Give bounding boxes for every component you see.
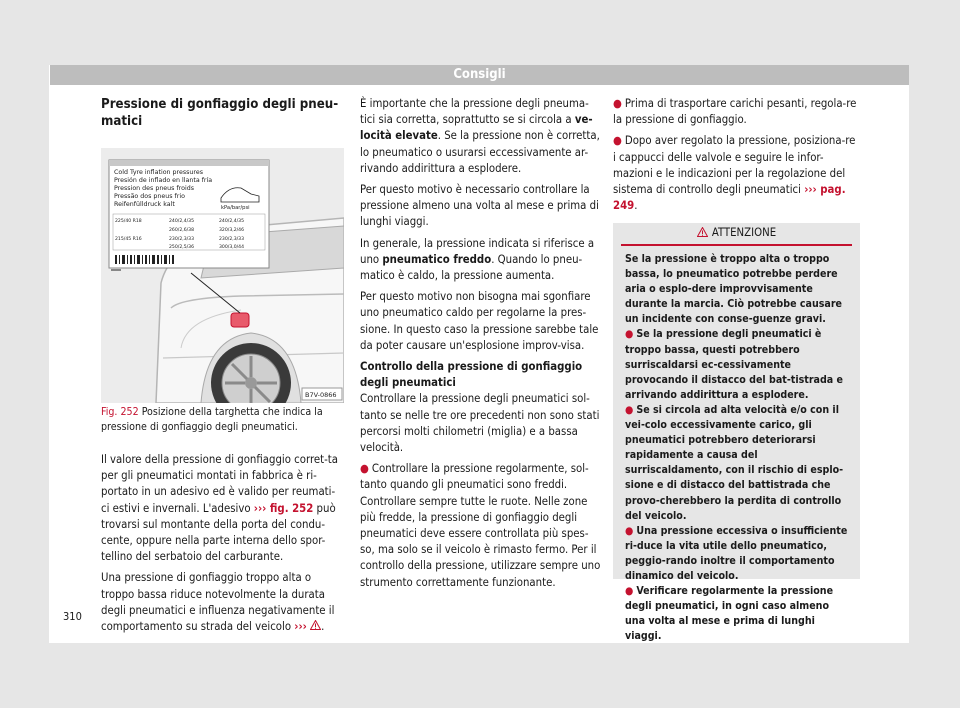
- warning-body: [613, 246, 860, 644]
- warning-item: [625, 327, 850, 402]
- figure-caption: [101, 405, 343, 434]
- label-unit: kPa/bar/psi: [221, 205, 250, 211]
- subheading: Controllo della pressione di gonfiaggio degli pneumatici: [360, 360, 583, 390]
- paragraph: Controllare la pressione degli pneumatici sol-tanto se nelle tre ore precedenti non sono stati percorsi molti chilometri (miglia) e a bassa velocità.: [360, 392, 600, 455]
- text: Dopo aver regolato la pressione, posiziona-re i cappucci delle valvole e seguire le infor-mazioni e le indicazioni per la regolazione del sistema di controllo degli pneumatici: [613, 134, 856, 197]
- warning-box: [613, 223, 860, 643]
- figure-code: B7V-0866: [305, 391, 337, 399]
- text: può trovarsi sul montante della porta del condu-cente, oppure nella parte interna dello spor-tellino del serbatoio del carburante.: [101, 501, 336, 564]
- label-row-3-b: 230/2,3/33: [219, 237, 245, 242]
- column-2: [360, 96, 603, 596]
- text: . Se la pressione non è corretta, lo pneumatico o usurarsi eccessivamente ar-rivando addirittura a esplodere.: [360, 129, 600, 175]
- section-heading: Pressione di gonfiaggio degli pneu-matici: [101, 97, 339, 129]
- text: Prima di trasportare carichi pesanti, regola-re la pressione di gonfiaggio.: [613, 97, 857, 127]
- warning-title: ATTENZIONE: [711, 226, 777, 239]
- column-1: [101, 96, 343, 154]
- label-row-4-b: 300/3,0/44: [219, 245, 245, 250]
- label-line-3: Pression des pneus froids: [114, 185, 195, 192]
- figure-link[interactable]: ››› fig. 252: [253, 501, 314, 515]
- text: . Quando lo pneu-matico è caldo, la pressione aumenta.: [360, 252, 583, 283]
- paragraph: Per questo motivo non bisogna mai sgonfiare uno pneumatico caldo per regolarne la pres-sione. In questo caso la pressione sarebbe tale da poter causare un'esplosione improv-visa.: [360, 290, 599, 352]
- bullet-item: [613, 96, 860, 128]
- bold-text: ve-locità elevate: [360, 113, 593, 143]
- label-row-3-a: 230/2,3/33: [169, 237, 195, 242]
- text: Una pressione di gonfiaggio troppo alta o troppo bassa riduce notevolmente la durata degli pneumatici e influenza negativamente il comportamento su strada del veicolo: [101, 571, 335, 634]
- label-row-2-b: 320/3,2/46: [219, 228, 245, 233]
- label-line-2: Presión de inflado en llanta fría: [114, 177, 213, 184]
- figure-tyre-label: [101, 148, 344, 403]
- paragraph: [101, 452, 343, 565]
- paragraph: [101, 570, 343, 635]
- text: Una pressione eccessiva o insufficiente ri-duce la vita utile dello pneumatico, peggio-rando inoltre il comportamento dinamico del veicolo.: [625, 524, 848, 582]
- text: In generale, la pressione indicata si riferisce a uno: [360, 236, 595, 266]
- warning-link[interactable]: ›››: [294, 620, 307, 634]
- label-row-3-size: 215/45 R16: [115, 237, 142, 242]
- label-row-2-a: 260/2,6/38: [169, 228, 195, 233]
- page-number: 310: [63, 610, 82, 623]
- bullet-item: [360, 461, 603, 591]
- label-row-1-a: 240/2,4/35: [169, 219, 195, 224]
- label-line-4: Pressão dos pneus frio: [114, 193, 185, 200]
- bullet-icon: ●: [625, 524, 634, 537]
- bullet-icon: ●: [625, 328, 634, 341]
- paragraph: [360, 236, 603, 285]
- warning-header: [621, 223, 852, 246]
- bullet-icon: ●: [613, 97, 622, 110]
- text: Verificare regolarmente la pressione degli pneumatici, in ogni caso almeno una volta al mese e prima di lunghi viaggi.: [625, 585, 834, 643]
- warning-triangle-icon: [697, 227, 708, 237]
- text: Se la pressione degli pneumatici è troppo bassa, questi potrebbero surriscaldarsi ec-cessivamente provocando il distacco del bat-tistrada e arrivando addirittura a esplodere.: [625, 328, 843, 401]
- bullet-icon: ●: [625, 403, 634, 416]
- text: .: [321, 620, 325, 634]
- warning-triangle-icon: [310, 620, 321, 630]
- warning-item: [625, 524, 850, 584]
- text: .: [634, 199, 638, 213]
- text: Se si circola ad alta velocità e/o con il vei-colo eccessivamente carico, gli pneumatici potrebbero deteriorarsi rapidamente a causa del surriscaldamento, con il rischio di esplo-sione e di distacco del battistrada che provo-cherebbero la perdita di controllo del veicolo.: [625, 403, 844, 522]
- car-illustration: [101, 148, 344, 403]
- text: È importante che la pressione degli pneuma-tici sia corretta, soprattutto se si circola a: [360, 97, 589, 127]
- text: Il valore della pressione di gonfiaggio corret-ta per gli pneumatici montati in fabbrica è ri-portato in un adesivo ed è valido per reumati-ci estivi e invernali. L'adesivo: [101, 453, 338, 515]
- bullet-icon: ●: [613, 134, 622, 148]
- figure-label: Fig. 252: [101, 406, 139, 418]
- section-header: Consigli: [50, 65, 909, 85]
- bold-text: pneumatico freddo: [382, 252, 492, 266]
- label-row-1-size: 225/40 R18: [115, 219, 142, 224]
- label-row-1-b: 240/2,4/35: [219, 219, 245, 224]
- bullet-item: [613, 133, 860, 214]
- figure-caption-text: Posizione della targhetta che indica la pressione di gonfiaggio degli pneumatici.: [101, 406, 323, 433]
- paragraph: [360, 96, 603, 177]
- label-line-1: Cold Tyre inflation pressures: [114, 169, 204, 176]
- warning-item: [625, 584, 850, 644]
- bullet-icon: ●: [625, 585, 634, 598]
- warning-intro: Se la pressione è troppo alta o troppo bassa, lo pneumatico potrebbe perdere aria o esplo-dere improvvisamente durante la marcia. Ciò potrebbe causare un incidente con conse-guenze gravi.: [625, 253, 843, 326]
- bullet-icon: ●: [360, 462, 369, 476]
- label-row-4-a: 250/2,5/36: [169, 245, 195, 250]
- paragraph: Per questo motivo è necessario controllare la pressione almeno una volta al mese e prima di lunghi viaggi.: [360, 183, 599, 229]
- column-1-body: [101, 452, 343, 640]
- label-line-5: Reifenfülldruck kalt: [114, 201, 175, 208]
- column-3: [613, 96, 860, 219]
- text: Controllare la pressione regolarmente, sol-tanto quando gli pneumatici sono freddi. Controllare sempre tutte le ruote. Nelle zone più fredde, la pressione di gonfiaggio degli pneumatici deve essere controllata più spes-so, ma solo se il veicolo è rimasto fermo. Per il controllo della pressione, utilizzare sempre uno strumento correttamente funzionante.: [360, 462, 601, 589]
- page-link[interactable]: ››› pag. 249: [613, 183, 846, 213]
- warning-item: [625, 403, 850, 524]
